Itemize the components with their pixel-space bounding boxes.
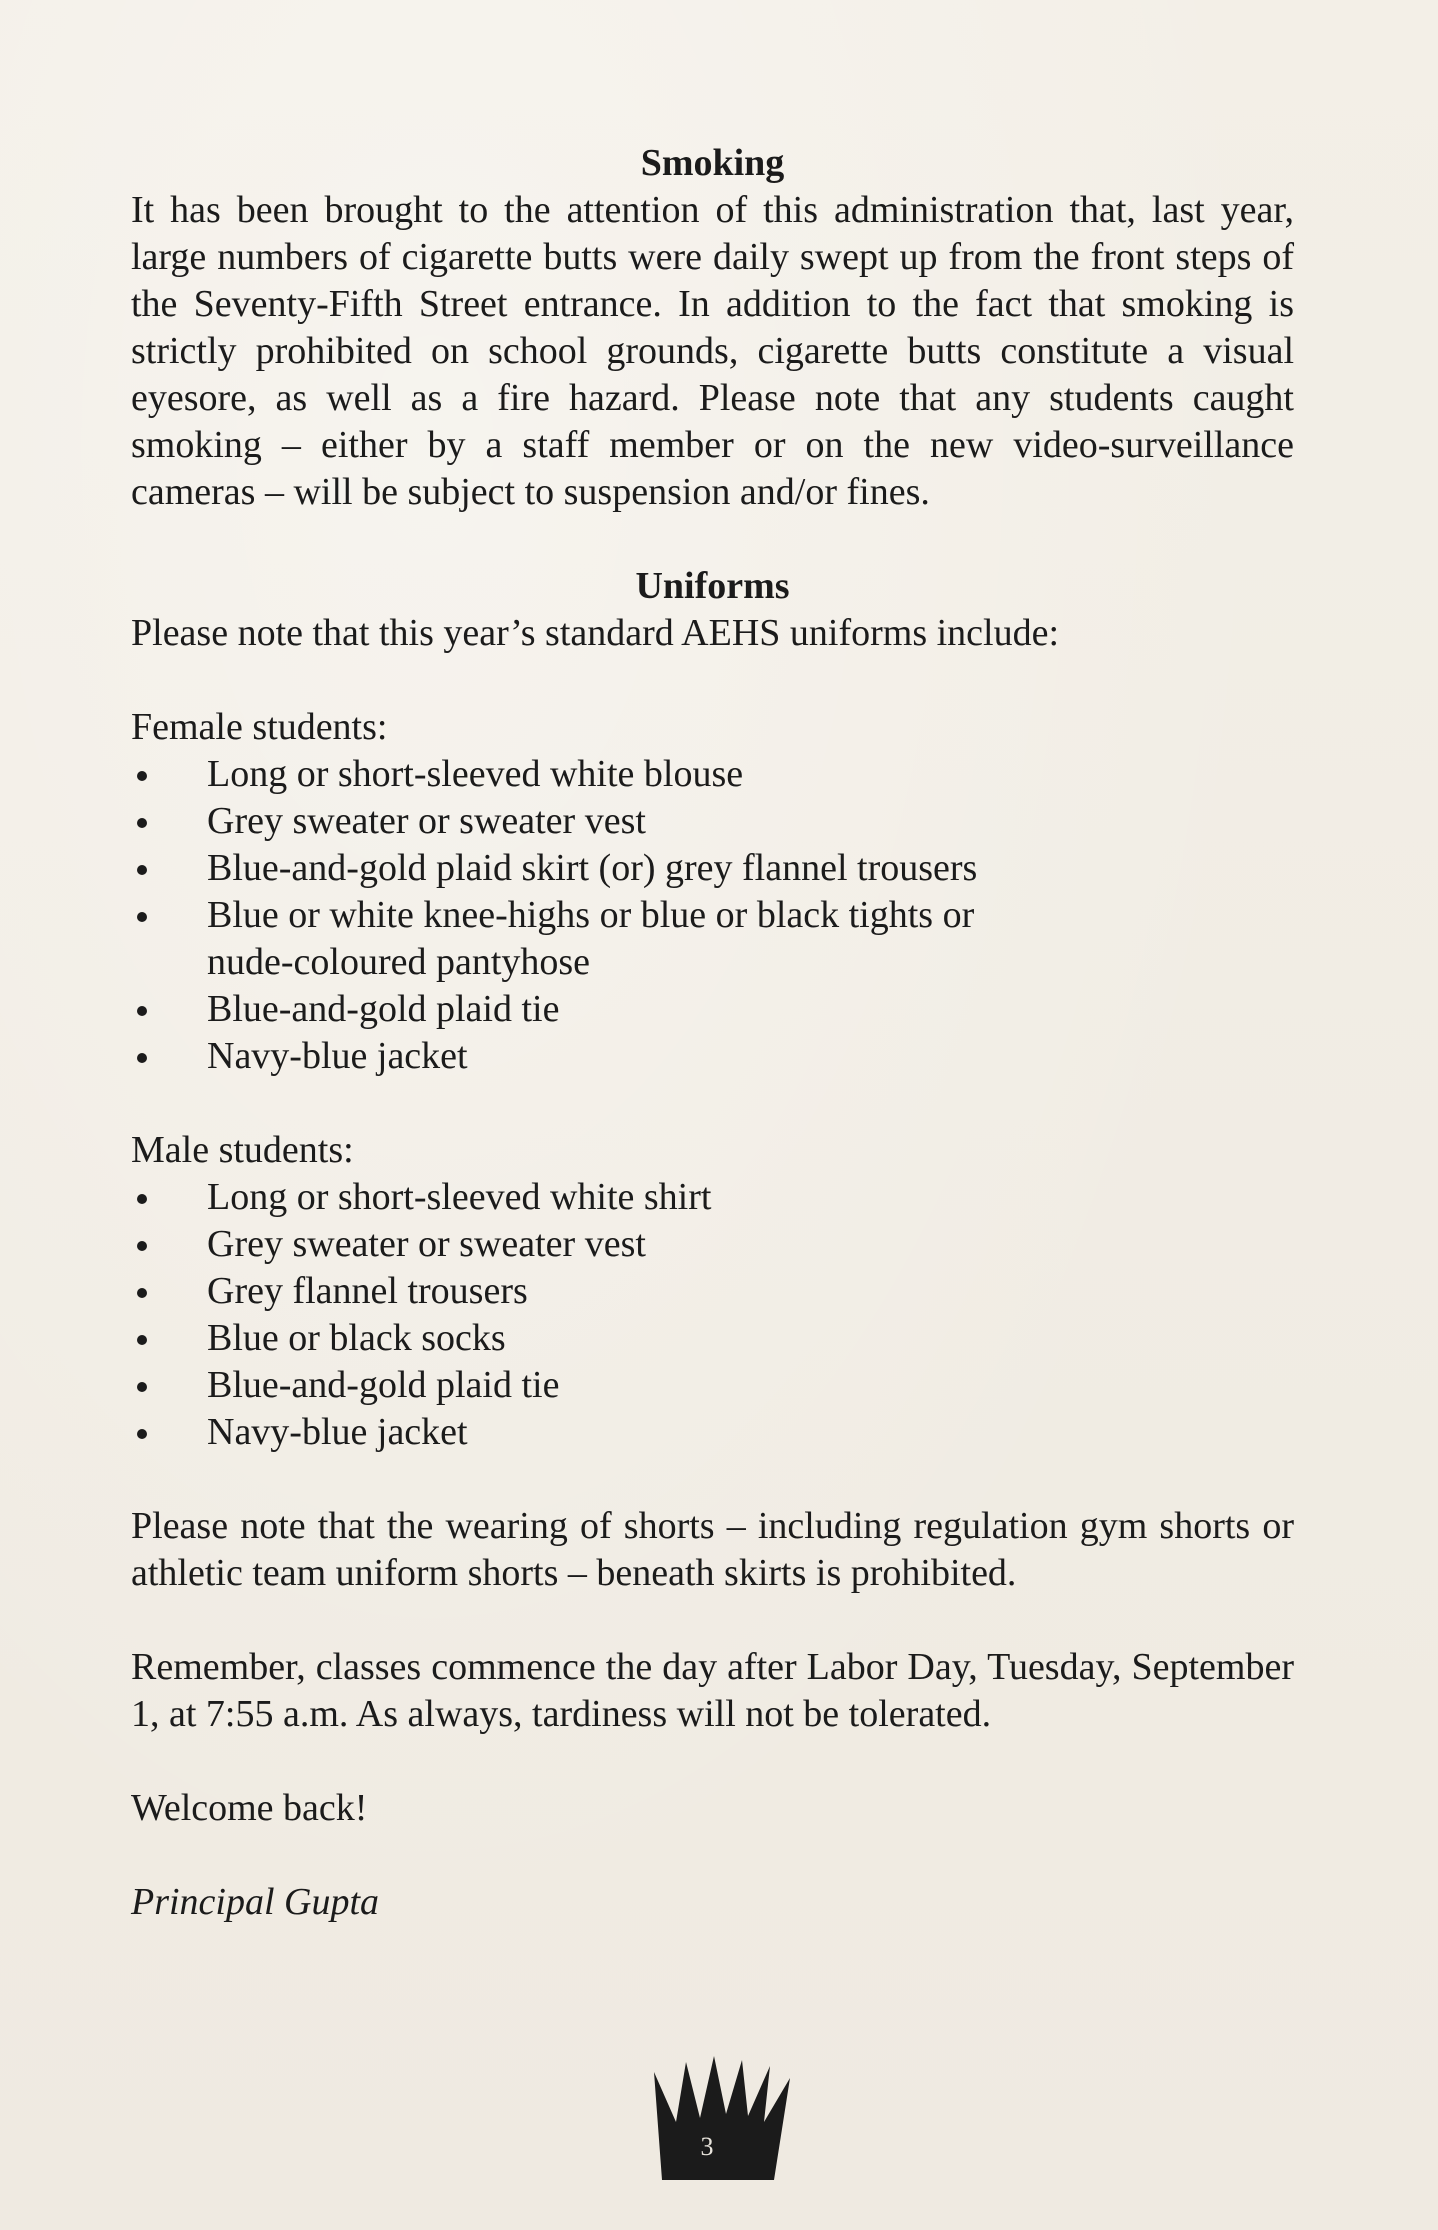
spacer <box>131 1080 1294 1127</box>
principal-signature: Principal Gupta <box>131 1881 380 1923</box>
crown-icon <box>642 2052 802 2182</box>
bullet-icon <box>137 912 147 922</box>
list-item-text: Blue or black socks <box>207 1317 506 1359</box>
list-item <box>131 751 1294 798</box>
smoking-heading: Smoking <box>640 142 785 184</box>
list-item-text: Navy-blue jacket <box>207 1411 468 1453</box>
list-item <box>131 1315 1294 1362</box>
bullet-icon <box>137 1194 147 1204</box>
page-number: 3 <box>700 2132 714 2161</box>
smoking-paragraph: It has been brought to the attention of this administration that, last year, large numbers of cigarette butts were daily swept up from the front steps of the Seventy-Fifth Street entrance. In addition to the fact that smoking is strictly prohibited on school grounds, cigarette butts constitute a visual eyesore, as well as a fire hazard. Please note that any students caught smoking – either by a staff member or on the new video-surveillance cameras – will be subject to suspension and/or fines. <box>131 189 1294 513</box>
list-item-text: Blue-and-gold plaid skirt (or) grey flannel trousers <box>207 847 978 889</box>
bullet-icon <box>137 1006 147 1016</box>
list-item <box>131 1174 1294 1221</box>
list-item <box>131 986 1294 1033</box>
female-uniform-list <box>131 751 1294 1080</box>
page-content <box>131 140 1294 1926</box>
welcome-text: Welcome back! <box>131 1787 368 1829</box>
spacer <box>131 516 1294 563</box>
bullet-icon <box>137 1382 147 1392</box>
classes-reminder: Remember, classes commence the day after Labor Day, Tuesday, September 1, at 7:55 a.m. As always, tardiness will not be tolerated. <box>131 1646 1294 1735</box>
list-item <box>131 1033 1294 1080</box>
bullet-icon <box>137 1241 147 1251</box>
shorts-note: Please note that the wearing of shorts – including regulation gym shorts or athletic team uniform shorts – beneath skirts is prohibited. <box>131 1505 1294 1594</box>
list-item-text: Long or short-sleeved white blouse <box>207 753 744 795</box>
uniforms-intro: Please note that this year’s standard AEHS uniforms include: <box>131 612 1060 654</box>
list-item-text: Long or short-sleeved white shirt <box>207 1176 712 1218</box>
list-item <box>131 1268 1294 1315</box>
list-item-text: Navy-blue jacket <box>207 1035 468 1077</box>
male-uniform-list <box>131 1174 1294 1456</box>
bullet-icon <box>137 865 147 875</box>
bullet-icon <box>137 1429 147 1439</box>
list-item <box>131 798 1294 845</box>
list-item-text: Grey sweater or sweater vest <box>207 800 646 842</box>
uniforms-heading: Uniforms <box>635 565 790 607</box>
crown-shape <box>654 2056 790 2180</box>
list-item-text: Grey flannel trousers <box>207 1270 528 1312</box>
spacer <box>131 657 1294 704</box>
list-item <box>131 1221 1294 1268</box>
spacer <box>131 1738 1294 1785</box>
spacer <box>131 1597 1294 1644</box>
list-item-text: Blue-and-gold plaid tie <box>207 1364 560 1406</box>
bullet-icon <box>137 771 147 781</box>
bullet-icon <box>137 818 147 828</box>
list-item-text: Blue or white knee-highs or blue or black tights or nude-coloured pantyhose <box>207 894 975 983</box>
male-students-title: Male students: <box>131 1129 354 1171</box>
list-item-text: Blue-and-gold plaid tie <box>207 988 560 1030</box>
list-item <box>131 845 1294 892</box>
list-item <box>131 1409 1294 1456</box>
female-students-title: Female students: <box>131 706 388 748</box>
list-item <box>131 1362 1294 1409</box>
bullet-icon <box>137 1335 147 1345</box>
list-item-text: Grey sweater or sweater vest <box>207 1223 646 1265</box>
bullet-icon <box>137 1288 147 1298</box>
spacer <box>131 1832 1294 1879</box>
spacer <box>131 1456 1294 1503</box>
list-item <box>131 892 1294 986</box>
bullet-icon <box>137 1053 147 1063</box>
